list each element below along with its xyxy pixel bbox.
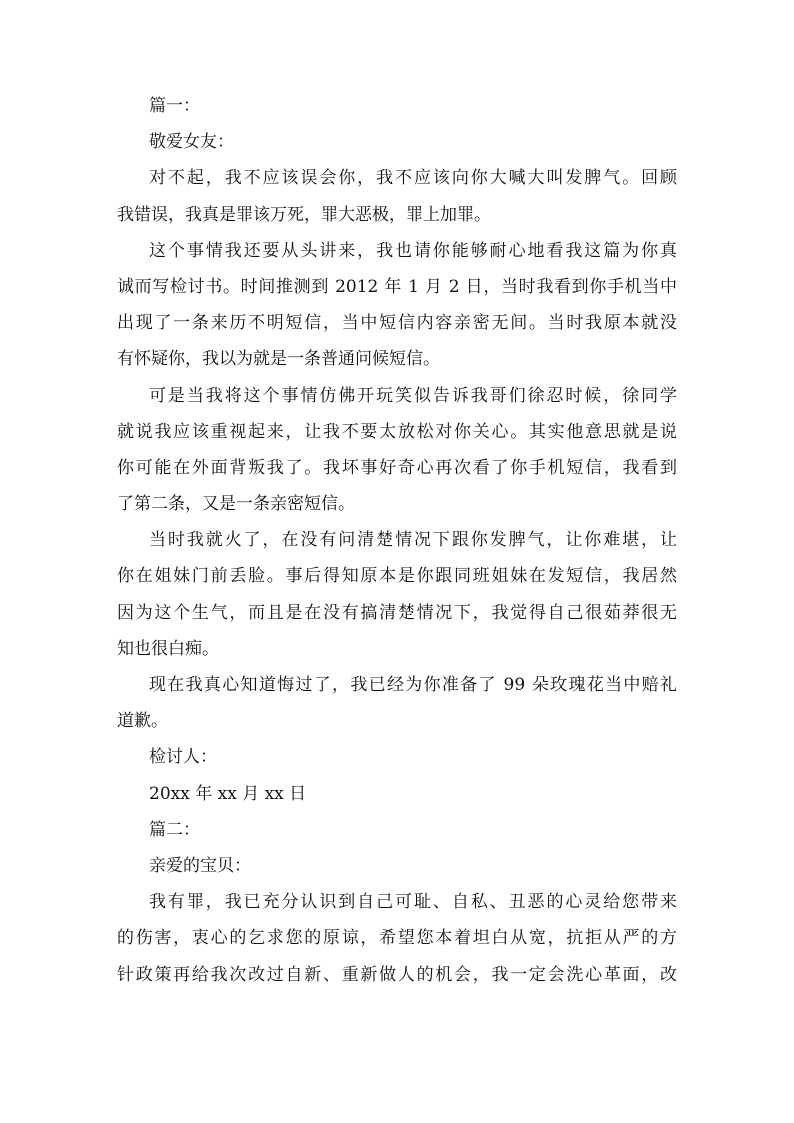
paragraph-line: 可是当我将这个事情仿佛开玩笑似告诉我哥们徐忍时候，徐同学 bbox=[149, 385, 677, 406]
paragraph-line: 当时我就火了，在没有问清楚情况下跟你发脾气，让你难堪，让 bbox=[149, 530, 677, 551]
section-1-heading: 篇一： bbox=[149, 96, 200, 116]
paragraph-line: 的伤害，衷心的乞求您的原谅，希望您本着坦白从宽，抗拒从严的方 bbox=[117, 928, 677, 949]
paragraph-line: 道歉。 bbox=[117, 711, 168, 732]
section-2-salutation: 亲爱的宝贝： bbox=[149, 855, 251, 876]
paragraph-line: 这个事情我还要从头讲来，我也请你能够耐心地看我这篇为你真 bbox=[149, 240, 677, 261]
paragraph-line: 就说我应该重视起来，让我不要太放松对你关心。其实他意思就是说 bbox=[117, 421, 677, 442]
paragraph-line: 有怀疑你，我以为就是一条普通问候短信。 bbox=[117, 349, 440, 370]
signature-date: 20xx 年 xx 月 xx 日 bbox=[149, 783, 307, 804]
paragraph-line: 现在我真心知道悔过了，我已经为你准备了 99 朵玫瑰花当中赔礼 bbox=[149, 675, 677, 695]
paragraph-line: 你在姐妹门前丢脸。事后得知原本是你跟同班姐妹在发短信，我居然 bbox=[117, 566, 677, 587]
paragraph-line: 了第二条，又是一条亲密短信。 bbox=[117, 494, 355, 515]
section-2-heading: 篇二： bbox=[149, 819, 200, 840]
paragraph-line: 你可能在外面背叛我了。我坏事好奇心再次看了你手机短信，我看到 bbox=[117, 457, 677, 478]
document-body bbox=[117, 88, 677, 993]
paragraph-line: 我有罪，我已充分认识到自己可耻、自私、丑恶的心灵给您带来 bbox=[149, 892, 677, 913]
paragraph-line: 针政策再给我次改过自新、重新做人的机会，我一定会洗心革面，改 bbox=[117, 964, 677, 985]
paragraph-line: 知也很白痴。 bbox=[117, 638, 219, 659]
paragraph-line: 我错误，我真是罪该万死，罪大恶极，罪上加罪。 bbox=[117, 204, 491, 225]
section-1-salutation: 敬爱女友： bbox=[149, 132, 234, 153]
signature-label: 检讨人： bbox=[149, 747, 217, 768]
paragraph-line: 诚而写检讨书。时间推测到 2012 年 1 月 2 日，当时我看到你手机当中 bbox=[117, 276, 677, 297]
paragraph-line: 出现了一条来历不明短信，当中短信内容亲密无间。当时我原本就没 bbox=[117, 313, 677, 334]
paragraph-line: 因为这个生气，而且是在没有搞清楚情况下，我觉得自己很茹莽很无 bbox=[117, 602, 677, 623]
paragraph-line: 对不起，我不应该误会你，我不应该向你大喊大叫发脾气。回顾 bbox=[149, 168, 677, 189]
